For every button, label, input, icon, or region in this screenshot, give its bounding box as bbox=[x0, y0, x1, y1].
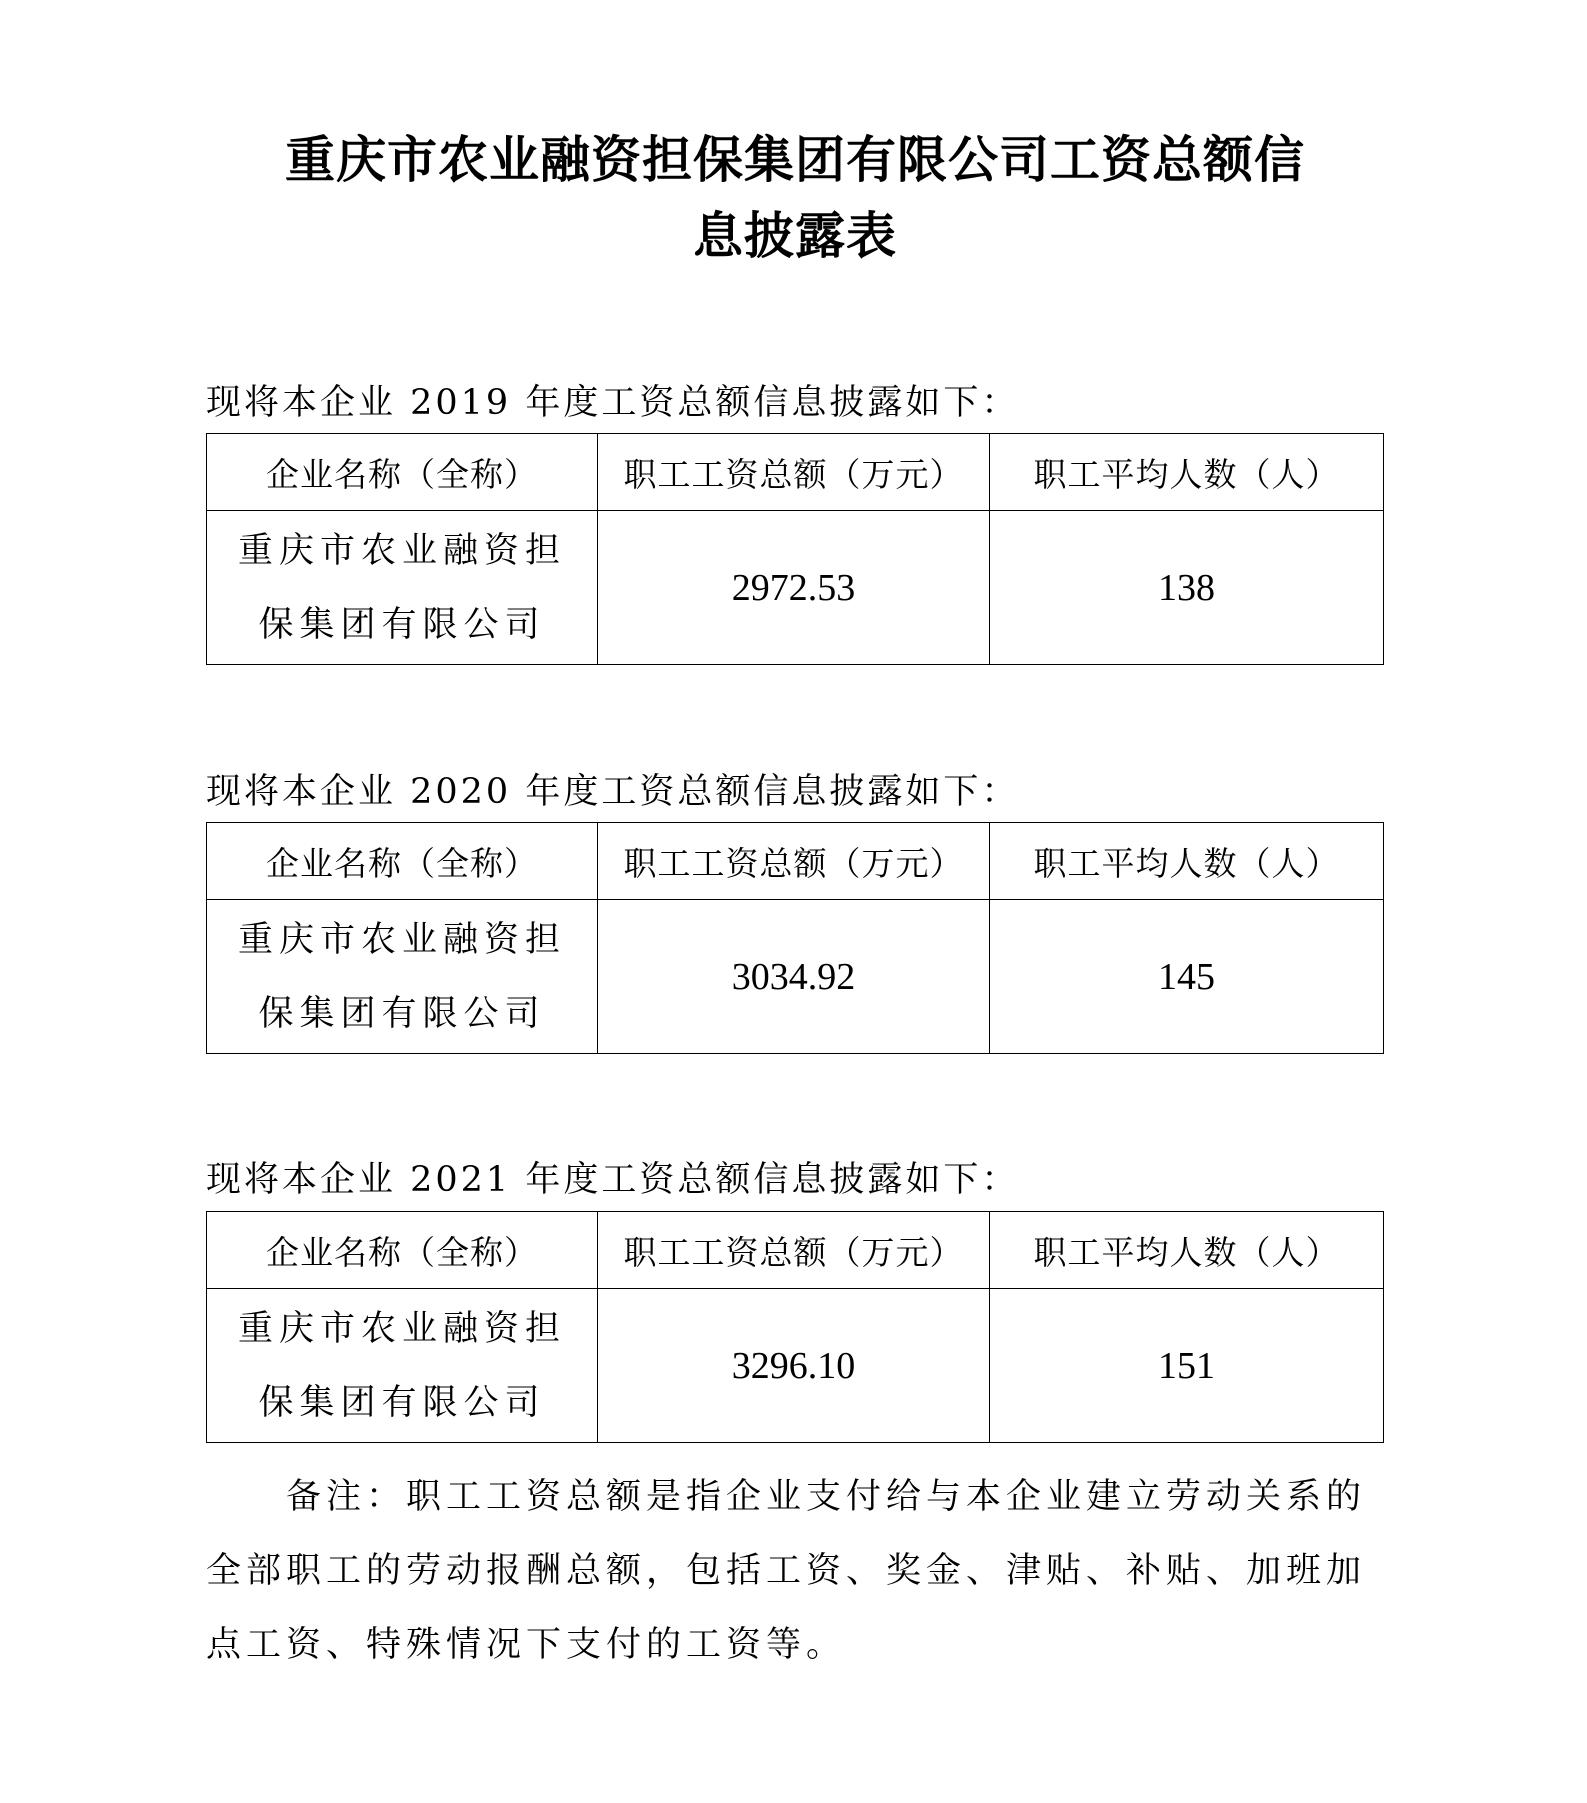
total-wage-value: 3034.92 bbox=[598, 900, 990, 1054]
intro-2020: 现将本企业 2020 年度工资总额信息披露如下： bbox=[206, 772, 1020, 812]
wage-table-2019 bbox=[206, 433, 1384, 665]
page-title bbox=[200, 122, 1390, 274]
wage-table-2021 bbox=[206, 1211, 1384, 1443]
header-company: 企业名称（全称） bbox=[207, 823, 598, 900]
wage-table-2020 bbox=[206, 822, 1384, 1054]
avg-staff-value: 151 bbox=[990, 1289, 1384, 1443]
company-name-line-1: 重庆市农业融资担 bbox=[237, 1308, 566, 1349]
footnote: 备注：职工工资总额是指企业支付给与本企业建立劳动关系的全部职工的劳动报酬总额，包括工资、奖金、津贴、补贴、加班加点工资、特殊情况下支付的工资等。 bbox=[206, 1477, 1367, 1665]
intro-2019: 现将本企业 2019 年度工资总额信息披露如下： bbox=[206, 383, 1020, 423]
total-wage-value: 2972.53 bbox=[598, 511, 990, 665]
header-avg-staff: 职工平均人数（人） bbox=[990, 434, 1384, 511]
table-header-row bbox=[207, 434, 1384, 511]
company-name-line-1: 重庆市农业融资担 bbox=[237, 919, 566, 960]
company-name-line-2: 保集团有限公司 bbox=[258, 993, 546, 1034]
header-avg-staff: 职工平均人数（人） bbox=[990, 823, 1384, 900]
company-name-cell bbox=[207, 900, 598, 1054]
company-name-line-2: 保集团有限公司 bbox=[258, 604, 546, 645]
avg-staff-value: 138 bbox=[990, 511, 1384, 665]
header-company: 企业名称（全称） bbox=[207, 434, 598, 511]
header-total-wage: 职工工资总额（万元） bbox=[598, 823, 990, 900]
intro-2021: 现将本企业 2021 年度工资总额信息披露如下： bbox=[206, 1160, 1020, 1200]
header-company: 企业名称（全称） bbox=[207, 1212, 598, 1289]
table-header-row bbox=[207, 1212, 1384, 1289]
company-name-line-1: 重庆市农业融资担 bbox=[237, 530, 566, 571]
header-total-wage: 职工工资总额（万元） bbox=[598, 434, 990, 511]
company-name-cell bbox=[207, 1289, 598, 1443]
header-total-wage: 职工工资总额（万元） bbox=[598, 1212, 990, 1289]
company-name-cell bbox=[207, 511, 598, 665]
title-line-2: 息披露表 bbox=[693, 207, 897, 265]
table-header-row bbox=[207, 823, 1384, 900]
table-row bbox=[207, 511, 1384, 665]
table-row bbox=[207, 1289, 1384, 1443]
title-line-1: 重庆市农业融资担保集团有限公司工资总额信 bbox=[285, 131, 1305, 189]
total-wage-value: 3296.10 bbox=[598, 1289, 990, 1443]
table-row bbox=[207, 900, 1384, 1054]
company-name-line-2: 保集团有限公司 bbox=[258, 1382, 546, 1423]
avg-staff-value: 145 bbox=[990, 900, 1384, 1054]
header-avg-staff: 职工平均人数（人） bbox=[990, 1212, 1384, 1289]
